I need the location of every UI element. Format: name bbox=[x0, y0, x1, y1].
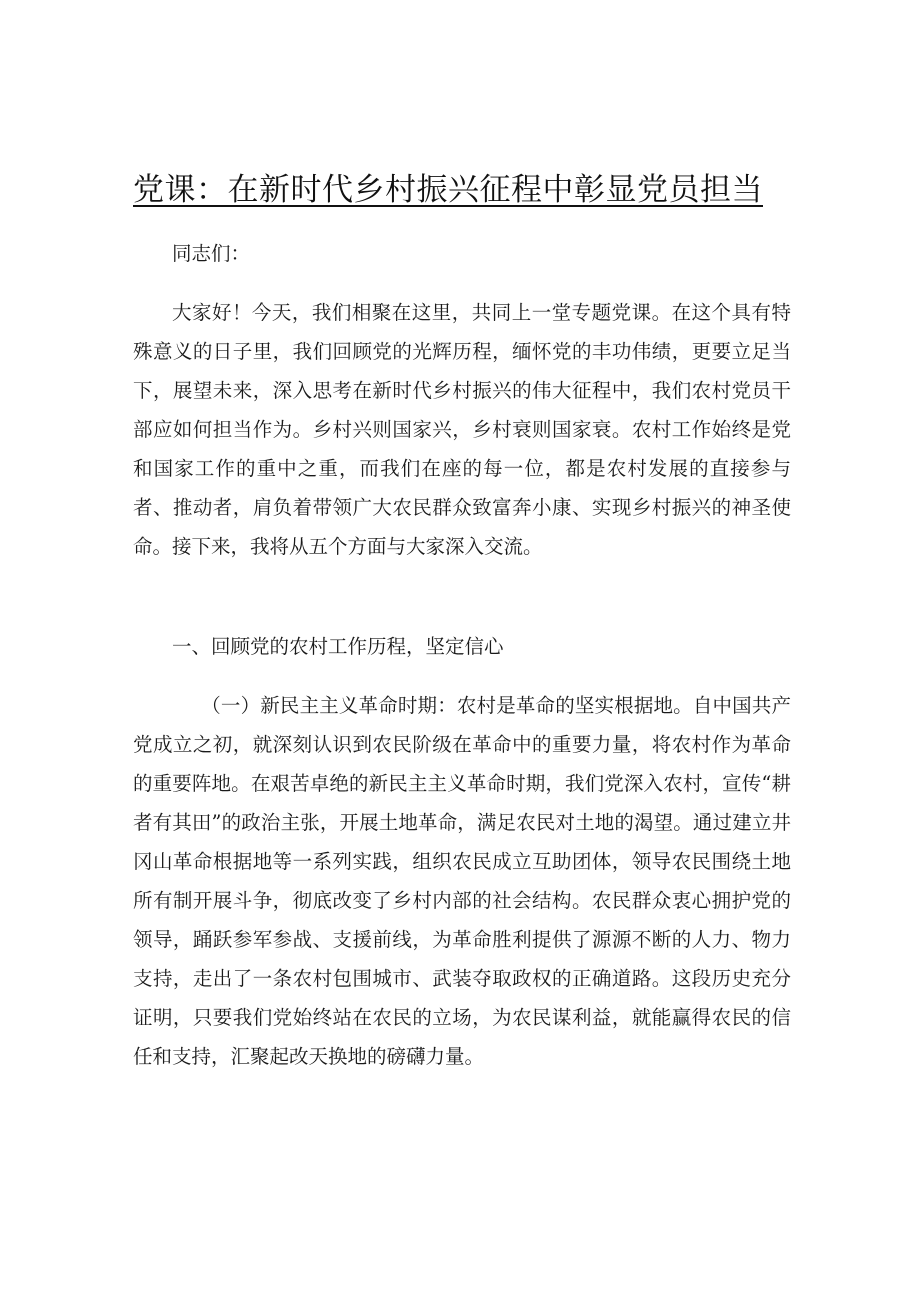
subsection-paragraph-1: （一）新民主主义革命时期：农村是革命的坚实根据地。自中国共产党成立之初，就深刻认识到农民阶级在革命中的重要力量，将农村作为革命的重要阵地。在艰苦卓绝的新民主主义革命时期，我们党深入农村，宣传“耕者有其田”的政治主张，开展土地革命，满足农民对土地的渴望。通过建立井冈山革命根据地等一系列实践，组织农民成立互助团体，领导农民围绕土地所有制开展斗争，彻底改变了乡村内部的社会结构。农民群众衷心拥护党的领导，踊跃参军参战、支援前线，为革命胜利提供了源源不断的人力、物力支持，走出了一条农村包围城市、武装夺取政权的正确道路。这段历史充分证明，只要我们党始终站在农民的立场，为农民谋利益，就能赢得农民的信任和支持，汇聚起改天换地的磅礴力量。 bbox=[133, 694, 791, 1068]
section-heading-1: 一、回顾党的农村工作历程，坚定信心 bbox=[172, 635, 504, 658]
intro-paragraph: 大家好！今天，我们相聚在这里，共同上一堂专题党课。在这个具有特殊意义的日子里，我们回顾党的光辉历程，缅怀党的丰功伟绩，更要立足当下，展望未来，深入思考在新时代乡村振兴的伟大征程中，我们农村党员干部应如何担当作为。乡村兴则国家兴，乡村衰则国家衰。农村工作始终是党和国家工作的重中之重，而我们在座的每一位，都是农村发展的直接参与者、推动者，肩负着带领广大农民群众致富奔小康、实现乡村振兴的神圣使命。接下来，我将从五个方面与大家深入交流。 bbox=[133, 301, 791, 558]
document-title: 党课：在新时代乡村振兴征程中彰显党员担当 bbox=[133, 172, 763, 208]
salutation: 同志们： bbox=[172, 242, 251, 265]
